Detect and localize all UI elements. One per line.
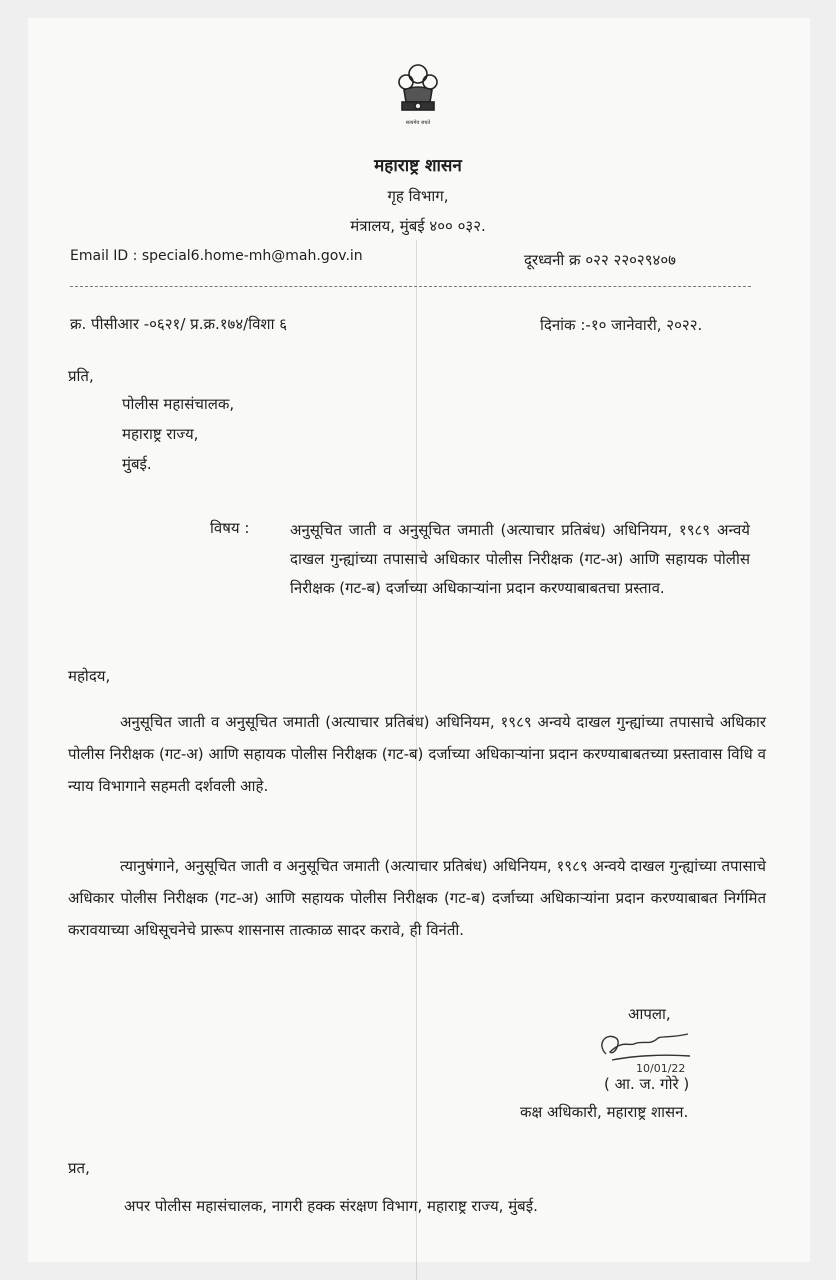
handwritten-signature xyxy=(592,1026,702,1076)
signatory-designation: कक्ष अधिकारी, महाराष्ट्र शासन. xyxy=(520,1103,689,1121)
subject-text: अनुसूचित जाती व अनुसूचित जमाती (अत्याचार प्रतिबंध) अधिनियम, १९८९ अन्वये दाखल गुन्ह्यांच्या तपासाचे अधिकार पोलीस निरीक्षक (गट-अ) आणि सहायक पोलीस निरीक्षक (गट-ब) दर्जाच्या अधिकाऱ्यांना प्रदान करण्याबाबतचा प्रस्ताव. xyxy=(290,521,750,597)
phone-number: दूरध्वनी क्र ०२२ २२०२९४०७ xyxy=(524,251,676,269)
signature-date: 10/01/22 xyxy=(636,1062,686,1075)
office-address: मंत्रालय, मुंबई ४०० ०३२. xyxy=(350,217,486,235)
recipient-line: पोलीस महासंचालक, xyxy=(122,395,235,413)
closing: आपला, xyxy=(628,1005,671,1023)
salutation: महोदय, xyxy=(68,667,111,685)
department-name: गृह विभाग, xyxy=(387,187,449,205)
state-emblem-icon xyxy=(392,58,444,138)
recipient-line: मुंबई. xyxy=(122,455,152,473)
copy-recipient: अपर पोलीस महासंचालक, नागरी हक्क संरक्षण विभाग, महाराष्ट्र राज्य, मुंबई. xyxy=(124,1197,538,1215)
body-paragraph-2: त्यानुषंगाने, अनुसूचित जाती व अनुसूचित जमाती (अत्याचार प्रतिबंध) अधिनियम, १९८९ अन्वये दाखल गुन्ह्यांच्या तपासाचे अधिकार पोलीस निरीक्षक (गट-अ) आणि सहायक पोलीस निरीक्षक (गट-ब) दर्जाच्या अधिकाऱ्यांना प्रदान करण्याबाबत निर्गमित करावयाच्या अधिसूचनेचे प्रारूप शासनास तात्काळ सादर करावे, ही विनंती. xyxy=(68,857,766,939)
recipient-line: महाराष्ट्र राज्य, xyxy=(122,425,199,443)
reference-number: क्र. पीसीआर -०६२१/ प्र.क्र.१७४/विशा ६ xyxy=(70,315,288,333)
to-label: प्रति, xyxy=(68,367,94,385)
emblem-motto: सत्यमेव जयते xyxy=(405,120,431,126)
email-id: Email ID : special6.home-mh@mah.gov.in xyxy=(70,248,363,264)
header-divider xyxy=(70,286,751,287)
body-paragraph-1: अनुसूचित जाती व अनुसूचित जमाती (अत्याचार प्रतिबंध) अधिनियम, १९८९ अन्वये दाखल गुन्ह्यांच्या तपासाचे अधिकार पोलीस निरीक्षक (गट-अ) आणि सहायक पोलीस निरीक्षक (गट-ब) दर्जाच्या अधिकाऱ्यांना प्रदान करण्याबाबतच्या प्रस्तावास विधि व न्याय विभागाने सहमती दर्शवली आहे. xyxy=(68,713,766,795)
copy-label: प्रत, xyxy=(68,1159,90,1177)
signatory-name: ( आ. ज. गोरे ) xyxy=(604,1075,690,1093)
subject-label: विषय : xyxy=(210,519,250,537)
letter-date: दिनांक :-१० जानेवारी, २०२२. xyxy=(540,316,703,334)
government-name: महाराष्ट्र शासन xyxy=(374,156,462,176)
